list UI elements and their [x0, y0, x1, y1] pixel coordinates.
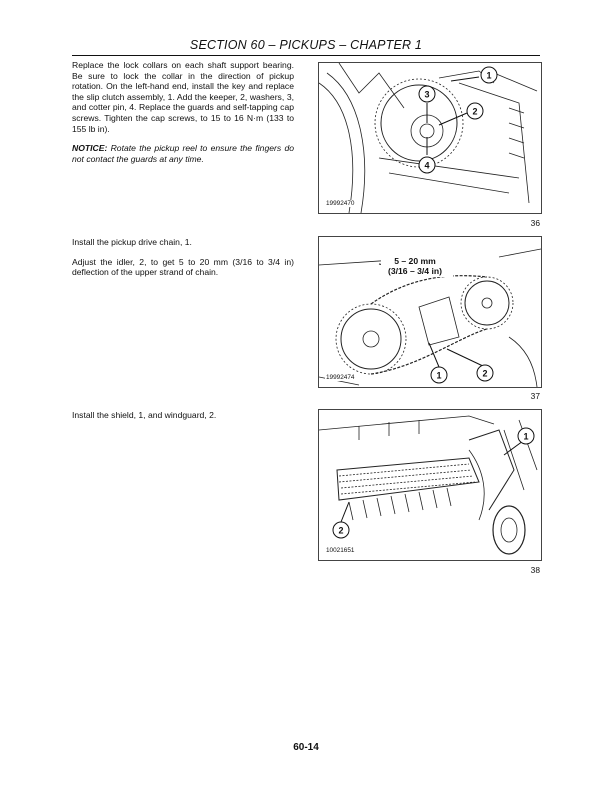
step-2-paragraph-2: Adjust the idler, 2, to get 5 to 20 mm (3/16 to 3/4 in) deflection of the upper strand of chain. [72, 256, 294, 278]
figure-37-number: 37 [530, 391, 540, 401]
figure-37-drawing [319, 237, 541, 387]
step-3-paragraph: Install the shield, 1, and windguard, 2. [72, 410, 217, 420]
page-number: 60-14 [293, 742, 319, 753]
figure-36-drawing [319, 63, 541, 213]
page-header: SECTION 60 – PICKUPS – CHAPTER 1 [189, 38, 423, 52]
figure-37-dimension-line-2: (3/16 – 3/4 in) [388, 266, 442, 276]
figure-37 [318, 236, 542, 388]
step-1-paragraph: Replace the lock collars on each shaft support bearing. Be sure to lock the collar in the direction of pickup rotation. On the left-hand end, install the key and replace the slip clutch assembly, 1. Add the keeper, 2, washers, 3, and cotter pin, 4. Replace the guards and self-tapping cap screws. Tighten the cap screws, to 15 to 16 N·m (133 to 155 lb in). [72, 60, 294, 134]
figure-37-dimension-line-1: 5 – 20 mm [394, 256, 436, 266]
figure-36-callout-4: 4 [424, 160, 430, 171]
figure-38 [318, 409, 542, 561]
notice-label: NOTICE: [72, 143, 108, 154]
step-3-text [72, 410, 294, 430]
figure-38-drawing [319, 410, 541, 560]
figure-36-number: 36 [530, 218, 540, 228]
figure-38-callout-1: 1 [523, 431, 529, 442]
header-rule [72, 55, 540, 56]
notice-text: Rotate the pickup reel to ensure the fingers do not contact the guards at any time. [72, 143, 294, 164]
figure-37-callout-1: 1 [436, 370, 442, 381]
figure-38-number: 38 [530, 565, 540, 575]
step-1-text [72, 60, 294, 173]
figure-38-code: 10021651 [326, 547, 355, 554]
step-2-paragraph-1: Install the pickup drive chain, 1. [72, 237, 192, 247]
figure-36-code: 19992470 [326, 200, 355, 207]
figure-38-callout-2: 2 [338, 525, 344, 536]
figure-36-callout-1: 1 [486, 70, 492, 81]
figure-36 [318, 62, 542, 214]
step-2-text [72, 237, 294, 287]
figure-36-callout-2: 2 [472, 106, 478, 117]
notice [72, 143, 294, 164]
figure-36-callout-3: 3 [424, 89, 430, 100]
figure-37-callout-2: 2 [482, 368, 488, 379]
figure-37-code: 19992474 [326, 374, 355, 381]
